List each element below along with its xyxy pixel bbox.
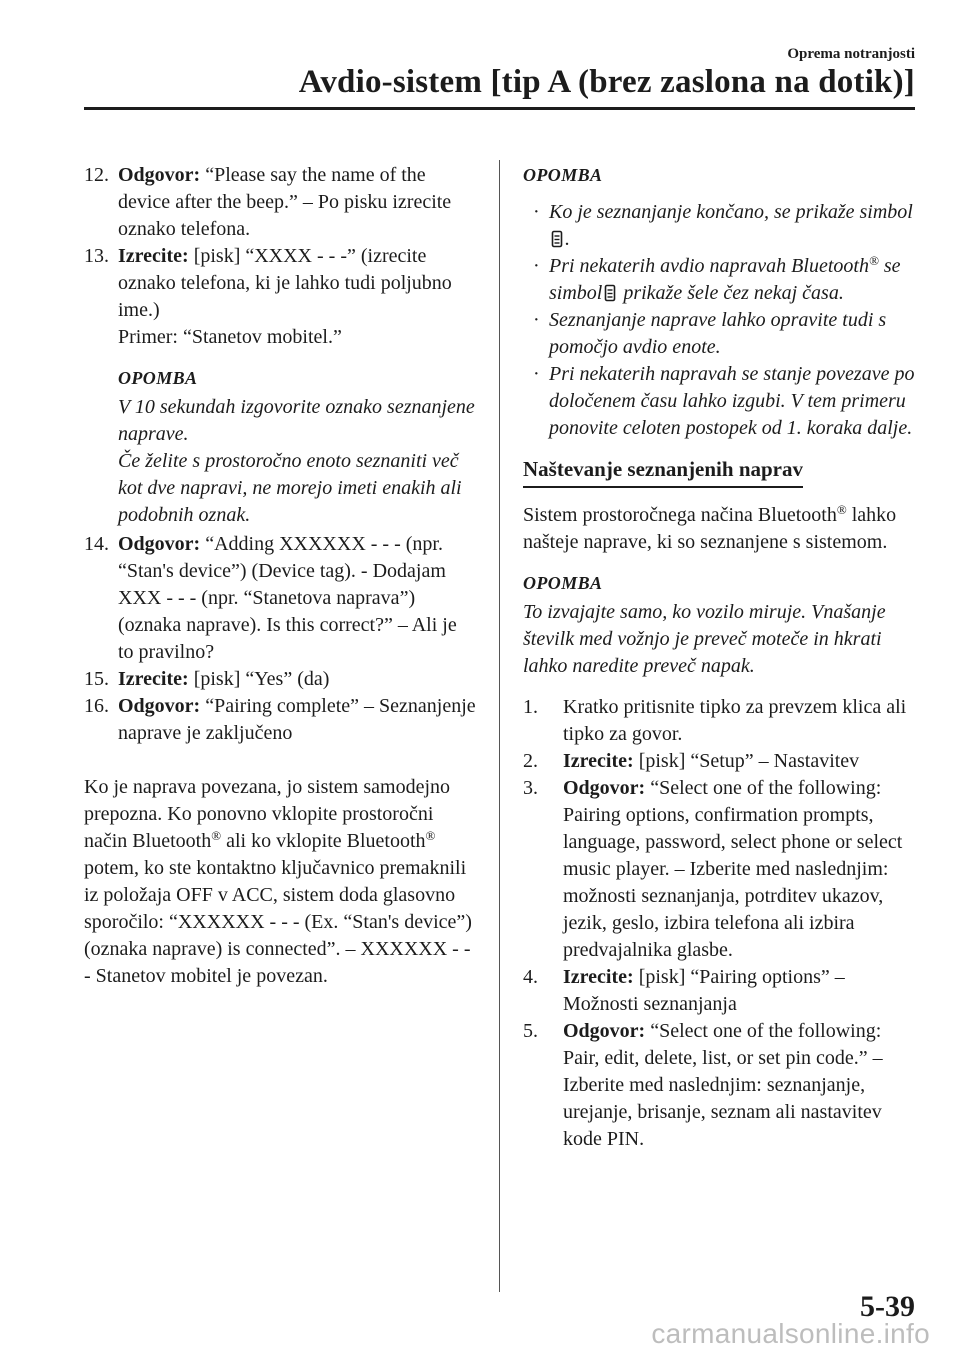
note-title: OPOMBA — [118, 368, 198, 388]
note-text: To izvajajte samo, ko vozilo miruje. Vnašanje številk med vožnjo je preveč moteče in hkrati lahko naredite preveč napak. — [523, 601, 886, 677]
step-text: [pisk] “Setup” – Nastavitev — [633, 750, 860, 772]
note-box — [523, 162, 920, 442]
bullet-dot-icon: · — [533, 201, 540, 223]
procedure-list — [523, 694, 920, 1153]
connection-paragraph — [84, 774, 476, 990]
note-title: OPOMBA — [523, 165, 603, 185]
paragraph-text: Ko je naprava povezana, jo sistem samodejno prepozna. Ko ponovno vklopite prostoročni način Bluetooth — [84, 776, 450, 852]
paragraph-text: ali ko vklopite Bluetooth — [221, 830, 426, 852]
step-number: 3. — [523, 777, 538, 799]
phone-paired-icon — [551, 230, 563, 248]
step-text: “Pairing complete” – Seznanjenje naprave je zaključeno — [118, 695, 476, 744]
paragraph-text: lahko našteje naprave, ki so seznanjene s sistemom. — [523, 504, 897, 553]
header-rule — [84, 107, 915, 110]
paragraph-text: potem, ko ste kontaktno ključavnico premaknili iz položaja OFF v ACC, sistem doda glasovno sporočilo: “XXXXXX - - - (Ex. “Stan's device”) (oznaka naprave) is connected”. – XXXXXX - - - Stanetov mobitel je povezan. — [84, 857, 472, 987]
step-15 — [84, 666, 476, 693]
registered-mark: ® — [211, 828, 222, 843]
step-text: [pisk] “Yes” (da) — [188, 668, 330, 690]
watermark: carmanualsonline.info — [651, 1318, 930, 1349]
step-14 — [84, 531, 476, 666]
note-text: V 10 sekundah izgovorite oznako seznanjene naprave. — [118, 396, 475, 445]
step-number: 16. — [84, 695, 109, 717]
right-column — [523, 162, 920, 1153]
note-bullet — [523, 253, 920, 307]
note-title: OPOMBA — [523, 573, 603, 593]
step-label: Izrecite: — [118, 245, 189, 267]
step-number: 2. — [523, 750, 538, 772]
bullet-text: Pri nekaterih avdio napravah Bluetooth — [549, 255, 869, 277]
note-box — [523, 570, 920, 680]
note-bullet — [523, 361, 920, 442]
registered-mark: ® — [836, 502, 847, 517]
bullet-text: Seznanjanje naprave lahko opravite tudi s pomočjo avdio enote. — [549, 309, 887, 358]
section-heading: Naštevanje seznanjenih naprav — [523, 456, 803, 488]
step-text: [pisk] “XXXX - - -” (izrecite oznako telefona, ki je lahko tudi poljubno ime.) — [118, 245, 452, 321]
step-text: Kratko pritisnite tipko za prevzem klica ali tipko za govor. — [563, 696, 907, 745]
step-number: 15. — [84, 668, 109, 690]
step-text: “Select one of the following: Pair, edit, delete, list, or set pin code.” – Izberite med naslednjim: seznanjanje, urejanje, brisanje, seznam ali nastavitev kode PIN. — [563, 1020, 883, 1150]
step-5 — [523, 1018, 920, 1153]
note-bullet — [523, 307, 920, 361]
step-16 — [84, 693, 476, 747]
chapter-label: Oprema notranjosti — [787, 46, 915, 62]
step-label: Odgovor: — [563, 1020, 646, 1042]
step-text: “Adding XXXXXX - - - (npr. “Stan's device”) (Device tag). - Dodajam XXX - - - (npr. “Stanetova naprava”) (oznaka naprave). Is this correct?” – Ali je to pravilno? — [118, 533, 457, 663]
bullet-dot-icon: · — [533, 363, 540, 385]
step-label: Odgovor: — [118, 164, 201, 186]
step-number: 1. — [523, 696, 538, 718]
note-box — [118, 365, 476, 529]
step-number: 5. — [523, 1020, 538, 1042]
step-13 — [84, 243, 476, 351]
step-12 — [84, 162, 476, 243]
step-3 — [523, 775, 920, 964]
step-label: Izrecite: — [118, 668, 189, 690]
step-number: 14. — [84, 533, 109, 555]
step-number: 12. — [84, 164, 109, 186]
step-number: 4. — [523, 966, 538, 988]
bullet-dot-icon: · — [533, 309, 540, 331]
bullet-text: Pri nekaterih napravah se stanje povezave po določenem času lahko izgubi. V tem primeru ponovite celoten postopek od 1. koraka dalje. — [549, 363, 915, 439]
section-intro — [523, 502, 920, 556]
step-text: “Please say the name of the device after the beep.” – Po pisku izrecite oznako telefona. — [118, 164, 452, 240]
phone-paired-icon — [604, 284, 616, 302]
page-title: Avdio-sistem [tip A (brez zaslona na dotik)] — [298, 64, 915, 100]
bullet-text: Ko je seznanjanje končano, se prikaže simbol — [549, 201, 913, 223]
step-number: 13. — [84, 245, 109, 267]
step-4 — [523, 964, 920, 1018]
step-1 — [523, 694, 920, 748]
step-2 — [523, 748, 920, 775]
step-label: Odgovor: — [118, 695, 201, 717]
registered-mark: ® — [868, 253, 879, 268]
section-heading-wrap — [523, 442, 920, 488]
note-bullet — [523, 199, 920, 253]
step-text: [pisk] “Pairing options” – Možnosti seznanjanja — [563, 966, 845, 1015]
bullet-text: . — [565, 228, 570, 250]
left-column — [84, 162, 476, 990]
step-text: “Select one of the following: Pairing options, confirmation prompts, language, password, select phone or select music player. – Izberite med naslednjim: možnosti seznanjanja, potrditev ukazov, jezik, geslo, izbira telefona ali izbira predvajalnika glasbe. — [563, 777, 903, 961]
step-label: Odgovor: — [118, 533, 201, 555]
column-divider — [499, 160, 500, 1292]
bullet-text: se simbol — [549, 255, 901, 304]
paragraph-text: Sistem prostoročnega načina Bluetooth — [523, 504, 837, 526]
step-label: Odgovor: — [563, 777, 646, 799]
page-number: 5-39 — [860, 1290, 915, 1323]
step-label: Izrecite: — [563, 966, 634, 988]
step-example: Primer: “Stanetov mobitel.” — [118, 326, 342, 348]
step-label: Izrecite: — [563, 750, 634, 772]
bullet-dot-icon: · — [533, 255, 540, 277]
registered-mark: ® — [425, 828, 436, 843]
bullet-text: prikaže šele čez nekaj časa. — [618, 282, 844, 304]
note-text: Če želite s prostoročno enoto seznaniti več kot dve napravi, ne morejo imeti enakih ali podobnih oznak. — [118, 450, 462, 526]
